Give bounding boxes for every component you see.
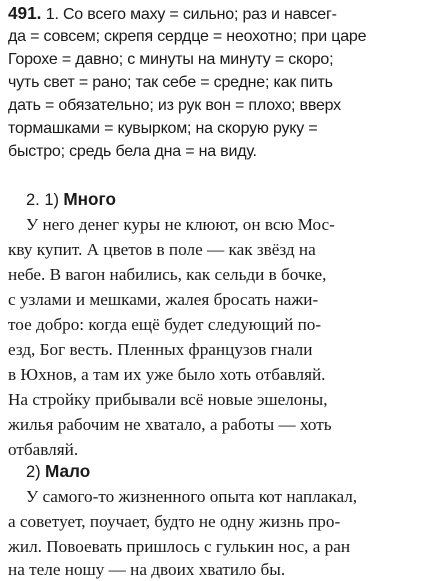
section-number: 2) (26, 463, 41, 481)
paragraph-line: жилья рабочим не хватало, а работы — хоть (8, 415, 332, 434)
paragraph-line: на теле ношу — на двоих хватило бы. (8, 560, 286, 579)
exercise-text-line: да = совсем; скрепя сердце = неохотно; при царе (8, 28, 367, 45)
paragraph-line: тое добро: когда ещё будет следующий по- (8, 315, 322, 334)
paragraph-line: У самого-то жизненного опыта кот наплакал, (26, 487, 358, 506)
paragraph-line: в Юхнов, а там их уже было хоть отбавляй. (8, 365, 326, 384)
section-number: 2. 1) (26, 191, 60, 209)
paragraph-line: жил. Повоевать пришлось с гулькин нос, а ран (8, 537, 351, 556)
paragraph-line: отбавляй. (8, 440, 79, 459)
paragraph-line: На стройку прибывали всё новые эшелоны, (8, 390, 328, 409)
section-heading-few (26, 460, 420, 484)
paragraph-line: У него денег куры не клюют, он всю Мос- (26, 215, 335, 234)
exercise-text-line: Горохе = давно; с минуты на минуту = скоро; (8, 51, 334, 68)
exercise-text-line: 1. Со всего маху = сильно; раз и навсег- (45, 6, 337, 23)
section-title: Много (63, 189, 116, 209)
section-title: Мало (44, 461, 91, 481)
exercise-first-line (8, 2, 410, 26)
exercise-text-line: дать = обязательно; из рук вон = плохо; вверх (8, 97, 341, 114)
exercise-text-line: тормашками = кувырком; на скорую руку = (8, 120, 318, 137)
paragraph-line: кву купит. А цветов в поле — как звёзд на (8, 240, 316, 259)
section-heading-many (26, 188, 420, 212)
paragraph-line: езд, Бог весть. Пленных французов гнали (8, 340, 313, 359)
paragraph-line: а советует, поучает, будто не одну жизнь про- (8, 512, 341, 531)
exercise-number: 491. (8, 3, 42, 23)
exercise-text-line: быстро; средь бела дна = на виду. (8, 143, 257, 160)
exercise-text-line: чуть свет = рано; так себе = средне; как пить (8, 74, 333, 91)
paragraph-line: с узлами и мешками, жалея бросать нажи- (8, 290, 319, 309)
paragraph-line: небе. В вагон набились, как сельди в бочке, (8, 265, 327, 284)
